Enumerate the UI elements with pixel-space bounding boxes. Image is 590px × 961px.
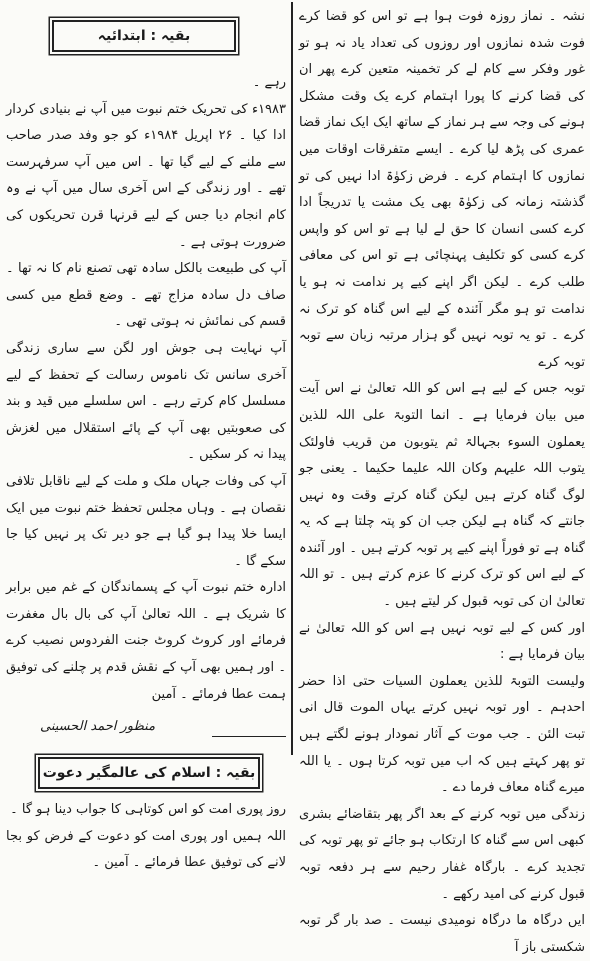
right-paragraph-1: نشہ ۔ نماز روزہ فوت ہوا ہے تو اس کو قضا کرے فوت شدہ نمازوں اور روزوں کی تعداد یاد نہ ہو تو غور وفکر سے کام لے کر تخمینہ متعین کرے پھر ان کی قضا کرنے کا پورا اہتمام کرے یک وقت مشکل ہونے کی وجہ سے ہر نماز کے ساتھ ایک ایک نماز قضا عمری کی پڑھ لیا کرے ۔ ایسے متفرقات اوقات میں نمازوں کا اہتمام کرے ۔ فرض زکوٰۃ ادا نہیں کی تو گذشتہ زمانہ کی زکوٰۃ بھی یک مشت یا تدریجاً ادا کرے کسی انسان کا حق لے لیا ہے تو اس کو واپس کرے کسی کو تکلیف پہنچائی ہے تو اس کی معافی طلب کرے ۔ لیکن اگر اپنے کیے پر ندامت نہ ہو یا ندامت تو ہو مگر آئندہ کے لیے اس گناہ کو ترک نہ کرے ۔ تو یہ توبہ نہیں گو ہزار مرتبہ زبان سے توبہ توبہ کرے: [299, 9, 585, 370]
right-paragraph-3: اور کس کے لیے توبہ نہیں ہے اس کو اللہ تعالیٰ نے بیان فرمایا ہے :: [299, 620, 585, 663]
left-column: [6, 4, 286, 871]
left-second-paragraph-2: اللہ ہمیں اور پوری امت کو دعوت کے فرض کو بجا لانے کی توفیق عطا فرمائے ۔ آمین ۔: [6, 828, 286, 871]
signature-underline: [212, 736, 286, 737]
right-paragraph-2: توبہ جس کے لیے ہے اس کو اللہ تعالیٰ نے اس آیت میں بیان فرمایا ہے ۔ انما التوبۃ علی اللہ للذین یعملون السوء بجہالۃ ثم یتوبون من قریب فاولئک یتوب اللہ علیہم وکان اللہ علیما حکیما ۔ یعنی جو لوگ گناہ کرتے ہیں لیکن گناہ کرتے وقت وہ نہیں جانتے کہ گناہ ہے لیکن جب ان کو پتہ چلتا ہے کہ یہ گناہ ہے تو فوراً اپنے کیے پر توبہ کرتے ہیں ۔ اور آئندہ کے لیے اس کو ترک کرنے کا عزم کرتے ہیں ۔ تو اللہ تعالیٰ ان کی توبہ قبول کر لیتے ہیں ۔: [299, 381, 585, 610]
right-paragraph-5: زندگی میں توبہ کرنے کے بعد اگر پھر بتقاضائے بشری کبھی اس سے گناہ کا ارتکاب ہو جائے تو پھر توبہ کی تجدید کرے ۔ بارگاہ غفار رحیم سے ہر دفعہ توبہ قبول کرنے کی امید رکھے ۔: [299, 806, 585, 902]
right-paragraph-4: ولیست التوبۃ للذین یعملون السیات حتی اذا حضر احدہم ۔ اور توبہ نہیں کرتے یہاں الموت قال انی تبت الئن ۔ جب موت کے آثار نمودار ہونے لگتے ہیں تو پھر کہتے ہیں کہ اب میں توبہ کرتا ہوں ۔ یا اللہ میرے گناہ معاف فرما دے ۔: [299, 673, 585, 796]
section-heading-dawat: بقیہ : اسلام کی عالمگیر دعوت: [38, 757, 260, 789]
section-heading-ibtidaiya: بقیہ : ابتدائیہ: [52, 20, 236, 52]
left-paragraph-2: ۱۹۸۳ء کی تحریک ختم نبوت میں آپ نے بنیادی کردار ادا کیا ۔ ۲۶ اپریل ۱۹۸۴ء کو جو وفد صدر صاحب سے ملنے کے لیے گیا تھا ۔ اس میں آپ سرفہرست تھے ۔ اور زندگی کے اس آخری سال میں آپ نے وہ کام انجام دیا جس کے لیے قرنہا قرن تحریکوں کی ضرورت ہوتی ہے ۔: [6, 101, 286, 250]
right-column: [299, 4, 585, 955]
left-paragraph-5: آپ کی وفات جہاں ملک و ملت کے لیے ناقابل تلافی نقصان ہے ۔ وہاں مجلس تحفظ ختم نبوت میں ایک ایسا خلا پیدا ہو گیا ہے جو دیر تک پر نہیں کیا جا سکے گا ۔: [6, 473, 286, 569]
left-paragraph-1: رہے ۔: [252, 75, 286, 90]
column-divider: [291, 2, 293, 755]
left-second-paragraph-1: روز پوری امت کو اس کوتاہی کا جواب دینا ہو گا ۔: [10, 802, 286, 818]
right-paragraph-6: ایں درگاہ ما درگاہ نومیدی نیست ۔ صد بار گر توبہ شکستی باز آ: [299, 913, 585, 955]
author-signature: منظور احمد الحسینی: [40, 719, 156, 735]
left-paragraph-4: آپ نہایت ہی جوش اور لگن سے ساری زندگی آخری سانس تک ناموس رسالت کے تحفظ کے لیے مسلسل کام کرتے رہے ۔ اس سلسلے میں قید و بند کی صعوبتیں بھی آپ کے پائے استقلال میں لغزش پیدا نہ کر سکیں ۔: [6, 340, 286, 463]
left-paragraph-6: ادارہ ختم نبوت آپ کے پسماندگان کے غم میں برابر کا شریک ہے ۔ اللہ تعالیٰ آپ کی بال بال مغفرت فرمائے اور کروٹ کروٹ جنت الفردوس نصیب کرے ۔ اور ہمیں بھی آپ کے نقش قدم پر چلنے کی توفیق ہمت عطا فرمائے ۔ آمین: [6, 580, 286, 702]
left-paragraph-3: آپ کی طبیعت بالکل سادہ تھی تصنع نام کا نہ تھا ۔ صاف دل سادہ مزاج تھے ۔ وضع قطع میں کسی قسم کی نمائش نہ ہوتی تھی ۔: [6, 261, 286, 330]
